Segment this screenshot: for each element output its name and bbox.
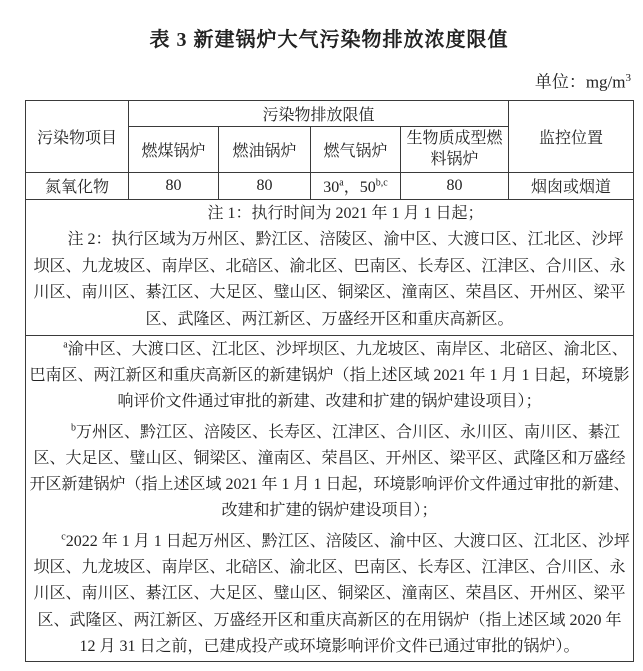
cell-oil-value: 80: [219, 172, 311, 199]
footnote-a: [29, 337, 630, 416]
header-gas-boiler: 燃气锅炉: [311, 126, 401, 172]
cell-gas-value: [311, 172, 401, 199]
cell-monitoring-location: 烟囱或烟道: [509, 172, 634, 199]
gas-footnote-ref-bc: b,c: [375, 177, 388, 189]
note-1: 注 1：执行时间为 2021 年 1 月 1 日起；: [207, 204, 484, 222]
footnotes-cell: [26, 335, 634, 662]
unit-label: [25, 67, 631, 94]
document-page: [25, 0, 633, 662]
footnote-a-text: 渝中区、大渡口区、江北区、沙坪坝区、九龙坡区、南岸区、北碚区、渝北区、巴南区、两江新区和重庆高新区的新建锅炉（指上述区域 2021 年 1 月 1 日起，环境影响评价文件通过审批的新建、改建和扩建的锅炉建设项目）；: [29, 340, 630, 411]
table-notes-row: [26, 199, 634, 335]
gas-value-separator: ，: [343, 179, 360, 197]
header-biomass-boiler: 生物质成型燃料锅炉: [401, 126, 509, 172]
table-footnotes-row: [26, 335, 634, 662]
header-coal-boiler: 燃煤锅炉: [129, 126, 219, 172]
footnote-b-text: 万州区、黔江区、涪陵区、长寿区、江津区、合川区、永川区、南川区、綦江区、大足区、璧山区、铜梁区、潼南区、荣昌区、开州区、梁平区、武隆区和万盛经开区新建锅炉（指上述区域 2021 年 1 月 1 日起，环境影响评价文件通过审批的新建、改建和扩建的锅炉建设项目）；: [29, 423, 630, 520]
emission-limits-table: [25, 100, 634, 663]
footnote-c-text: 2022 年 1 月 1 日起万州区、黔江区、涪陵区、渝中区、大渡口区、江北区、沙坪坝区、九龙坡区、南岸区、北碚区、渝北区、巴南区、长寿区、江津区、合川区、永川区、南川区、綦江区、大足区、璧山区、铜梁区、潼南区、荣昌区、开州区、梁平区、武隆区、两江新区、万盛经开区和重庆高新区的在用锅炉（指上述区域 2020 年 12 月 31 日之前，已建成投产或环境影响评价文件已通过审批的锅炉）。: [33, 532, 630, 655]
unit-label-prefix: 单位：: [534, 72, 586, 92]
gas-footnote-ref-a: a: [339, 177, 344, 189]
footnote-c-marker: c: [61, 531, 66, 543]
footnote-b-marker: b: [71, 422, 76, 434]
note-2: 注 2：执行区域为万州区、黔江区、涪陵区、渝中区、大渡口区、江北区、沙坪坝区、九龙坡区、南岸区、北碚区、渝北区、巴南区、长寿区、江津区、合川区、永川区、南川区、綦江区、大足区、璧山区、铜梁区、潼南区、荣昌区、开州区、梁平区、武隆区、两江新区、万盛经开区和重庆高新区。: [33, 231, 626, 328]
unit-value: mg/m: [585, 72, 626, 92]
header-pollutant-item: 污染物项目: [26, 100, 129, 172]
cell-pollutant-name: 氮氧化物: [26, 172, 129, 199]
page-title: 表 3 新建锅炉大气污染物排放浓度限值: [149, 29, 509, 51]
notes-cell: [26, 199, 634, 335]
footnote-c: [29, 529, 630, 660]
table-data-row: [26, 172, 634, 199]
cell-biomass-value: 80: [401, 172, 509, 199]
unit-value-exponent: 3: [625, 72, 631, 84]
gas-value-2: 50: [359, 179, 376, 197]
header-emission-limit-group: 污染物排放限值: [129, 100, 509, 126]
header-oil-boiler: 燃油锅炉: [219, 126, 311, 172]
footnote-b: [29, 420, 630, 525]
gas-value-1: 30: [323, 179, 340, 197]
table-header-row-1: [26, 100, 634, 126]
cell-coal-value: 80: [129, 172, 219, 199]
header-monitoring-location: 监控位置: [509, 100, 634, 172]
footnote-a-marker: a: [63, 339, 68, 351]
